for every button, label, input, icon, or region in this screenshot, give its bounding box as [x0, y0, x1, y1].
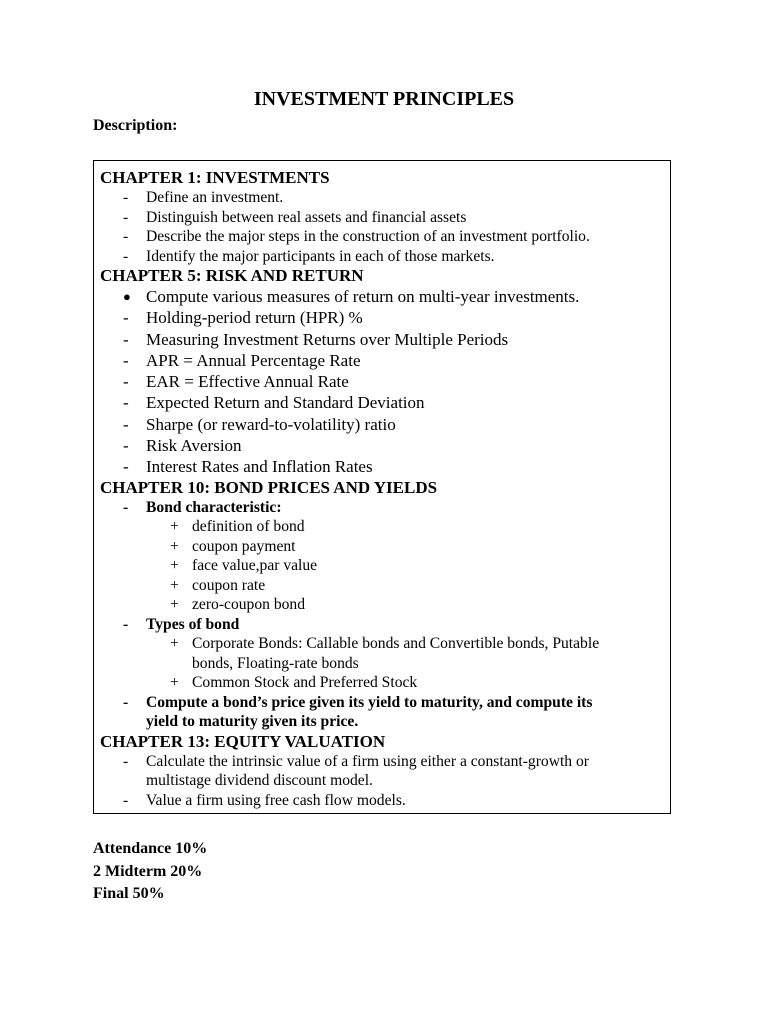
plus-marker: + [170, 596, 179, 614]
list-item [100, 615, 664, 635]
plus-marker: + [170, 537, 179, 555]
dash-marker: - [123, 247, 129, 265]
list-item-text: Distinguish between real assets and financial assets [146, 208, 467, 226]
list-item [100, 286, 664, 307]
list-item-text: Risk Aversion [146, 436, 242, 456]
sub-list-item-text: coupon rate [192, 576, 266, 594]
sub-list-item [100, 634, 664, 654]
list-item-text: Define an investment. [146, 189, 284, 206]
list-item-text: yield to maturity given its price. [146, 713, 359, 731]
list-item-text: EAR = Effective Annual Rate [146, 372, 349, 392]
list-item-continuation [100, 771, 664, 791]
dash-marker: - [123, 372, 129, 392]
list-item [100, 329, 664, 350]
dash-marker: - [123, 752, 129, 770]
sub-list-item-text: bonds, Floating-rate bonds [192, 654, 359, 672]
sub-list-item [100, 576, 664, 596]
list-item [100, 227, 664, 247]
sub-list-item [100, 595, 664, 615]
list-item [100, 752, 664, 772]
dash-marker: - [123, 436, 129, 456]
chapter-10-heading: CHAPTER 10: BOND PRICES AND YIELDS [100, 477, 438, 497]
syllabus-box [93, 160, 671, 814]
dash-marker: - [123, 414, 129, 434]
grading-breakdown [93, 838, 207, 906]
dash-marker: - [123, 208, 129, 226]
list-item-text: Compute various measures of return on multi-year investments. [146, 287, 580, 306]
dash-marker: - [123, 228, 129, 245]
list-item [100, 208, 664, 228]
list-item [100, 435, 664, 456]
grading-attendance: Attendance 10% [93, 840, 208, 857]
grading-midterm: 2 Midterm 20% [93, 862, 203, 880]
list-item-text: Sharpe (or reward-to-volatility) ratio [146, 414, 396, 434]
list-item-text: Describe the major steps in the construction of an investment portfolio. [146, 228, 590, 245]
sub-list-item-text: Common Stock and Preferred Stock [192, 674, 418, 692]
sub-list-item-continuation [100, 654, 664, 674]
list-item-text: multistage dividend discount model. [146, 772, 373, 790]
list-item [100, 247, 664, 267]
sub-list-item-text: definition of bond [192, 518, 305, 536]
list-item-text: Interest Rates and Inflation Rates [146, 457, 373, 477]
list-item [100, 307, 664, 328]
dash-marker: - [123, 498, 129, 516]
list-item-text: Measuring Investment Returns over Multiple Periods [146, 329, 509, 349]
dash-marker: - [123, 329, 129, 349]
list-item-text: Identify the major participants in each of those markets. [146, 247, 495, 265]
chapter-13-heading: CHAPTER 13: EQUITY VALUATION [100, 731, 386, 751]
chapter-5-heading: CHAPTER 5: RISK AND RETURN [100, 266, 364, 285]
dash-marker: - [123, 457, 129, 477]
list-item-text: Calculate the intrinsic value of a firm using either a constant-growth or [146, 752, 589, 770]
plus-marker: + [170, 674, 179, 692]
list-item [100, 498, 664, 518]
list-item-continuation [100, 712, 664, 732]
list-item-text: APR = Annual Percentage Rate [146, 350, 361, 370]
sub-list-item [100, 673, 664, 693]
chapter-1-heading: CHAPTER 1: INVESTMENTS [100, 168, 330, 187]
list-item-text: Compute a bond’s price given its yield to maturity, and compute its [146, 693, 593, 711]
sub-list-item-text: coupon payment [192, 537, 296, 555]
list-item [100, 392, 664, 413]
plus-marker: + [170, 518, 179, 536]
list-item-text: Bond characteristic: [146, 498, 282, 516]
plus-marker: + [170, 576, 179, 594]
list-item [100, 371, 664, 392]
dash-marker: - [123, 308, 129, 328]
sub-list-item [100, 556, 664, 576]
sub-list-item-text: Corporate Bonds: Callable bonds and Convertible bonds, Putable [192, 635, 600, 653]
page-title: INVESTMENT PRINCIPLES [253, 88, 515, 110]
list-item-text: Types of bond [146, 615, 240, 633]
list-item-text: Holding-period return (HPR) % [146, 308, 363, 328]
list-item [100, 791, 664, 811]
plus-marker: + [170, 635, 179, 653]
sub-list-item-text: zero-coupon bond [192, 596, 306, 614]
list-item [100, 188, 664, 208]
grading-final: Final 50% [93, 885, 165, 902]
list-item [100, 456, 664, 477]
dash-marker: - [123, 693, 129, 711]
dash-marker: - [123, 393, 129, 413]
list-item [100, 350, 664, 371]
sub-list-item [100, 537, 664, 557]
sub-list-item-text: face value,par value [192, 557, 318, 575]
bullet-marker: ● [123, 289, 131, 304]
plus-marker: + [170, 557, 179, 575]
sub-list-item [100, 517, 664, 537]
list-item [100, 693, 664, 713]
dash-marker: - [123, 189, 129, 206]
dash-marker: - [123, 791, 129, 809]
list-item-text: Expected Return and Standard Deviation [146, 393, 425, 413]
list-item [100, 414, 664, 435]
dash-marker: - [123, 350, 129, 370]
list-item-text: Value a firm using free cash flow models. [146, 791, 406, 809]
description-label: Description: [93, 117, 178, 134]
dash-marker: - [123, 615, 129, 633]
